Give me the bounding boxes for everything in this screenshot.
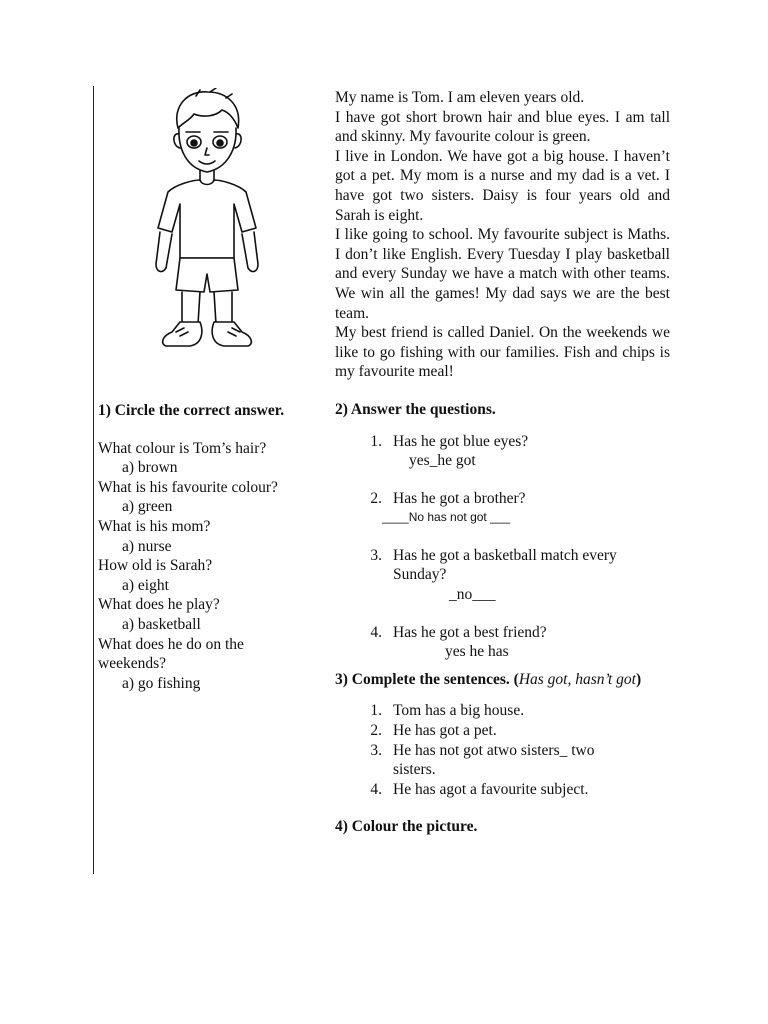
item-number: 3. — [370, 546, 382, 564]
answer-text: yes_he got — [409, 452, 476, 470]
answer-text: yes he has — [445, 643, 509, 661]
section1-title: 1) Circle the correct answer. — [98, 402, 285, 419]
answer-option[interactable]: a) green — [122, 498, 173, 516]
paren-close: ) — [635, 670, 642, 688]
answer-option[interactable]: a) basketball — [122, 615, 201, 633]
answer-option[interactable]: a) eight — [122, 576, 169, 594]
sentence-text: He has agot a favourite subject. — [393, 780, 589, 798]
question-text: What does he do on the weekends? — [98, 635, 244, 673]
question-text: Has he got a basketball match every Sunday? — [393, 546, 617, 584]
answer-text: ____No has not got ___ — [382, 510, 511, 525]
section2-title: 2) Answer the questions. — [335, 400, 496, 418]
item-number: 1. — [370, 702, 382, 720]
section3-hint: Has got, hasn’t got — [518, 670, 636, 688]
list-item — [335, 721, 670, 741]
story-paragraph: I live in London. We have got a big house. I haven’t got a pet. My mom is a nurse and my dad is a vet. I have got two sisters. Daisy is four years old and Sarah is eight. — [335, 147, 670, 224]
story-paragraph: I have got short brown hair and blue eyes. I am tall and skinny. My favourite colour is green. — [335, 108, 670, 146]
question-text: Has he got a best friend? — [393, 623, 547, 641]
boy-illustration — [152, 88, 262, 353]
item-number: 3. — [370, 741, 382, 759]
section3-list — [335, 701, 670, 799]
item-number: 1. — [370, 432, 382, 450]
question-text: What is his mom? — [98, 517, 211, 535]
section3-title-text: 3) Complete the sentences. — [335, 670, 510, 688]
section2-list — [335, 432, 670, 662]
paren-open: ( — [513, 670, 519, 688]
list-item — [335, 701, 670, 721]
list-item — [335, 489, 670, 509]
question-text: What does he play? — [98, 596, 220, 614]
section4-title: 4) Colour the picture. — [335, 818, 478, 836]
answer-text: _no___ — [449, 586, 496, 604]
right-column — [335, 88, 670, 837]
list-item — [335, 780, 670, 800]
section3-title — [335, 670, 670, 690]
list-item — [335, 432, 670, 452]
question-text: How old is Sarah? — [98, 557, 213, 575]
item-number: 4. — [370, 623, 382, 641]
left-column — [98, 401, 330, 693]
item-number: 4. — [370, 780, 382, 798]
list-item — [335, 741, 670, 780]
story-paragraph: My best friend is called Daniel. On the weekends we like to go fishing with our families. Fish and chips is my favourite meal! — [335, 324, 670, 381]
story-paragraph: I like going to school. My favourite subject is Maths. I don’t like English. Every Tuesday I play basketball and every Sunday we have a match with other teams. We win all the games! My dad says we are the best team. — [335, 226, 670, 322]
sentence-text: He has got a pet. — [393, 722, 497, 740]
question-text: What colour is Tom’s hair? — [98, 439, 267, 457]
question-text: What is his favourite colour? — [98, 478, 278, 496]
item-number: 2. — [370, 722, 382, 740]
question-text: Has he got a brother? — [393, 489, 526, 507]
list-item — [335, 623, 670, 643]
answer-option[interactable]: a) go fishing — [122, 674, 201, 692]
question-text: Has he got blue eyes? — [393, 432, 529, 450]
sentence-text: Tom has a big house. — [393, 702, 525, 720]
item-number: 2. — [370, 489, 382, 507]
answer-option[interactable]: a) nurse — [122, 537, 172, 555]
margin-line — [93, 86, 94, 874]
story-paragraph: My name is Tom. I am eleven years old. — [335, 89, 585, 106]
sentence-text: He has not got atwo sisters_ two sisters. — [393, 741, 595, 779]
answer-option[interactable]: a) brown — [122, 459, 178, 477]
list-item — [335, 546, 670, 585]
